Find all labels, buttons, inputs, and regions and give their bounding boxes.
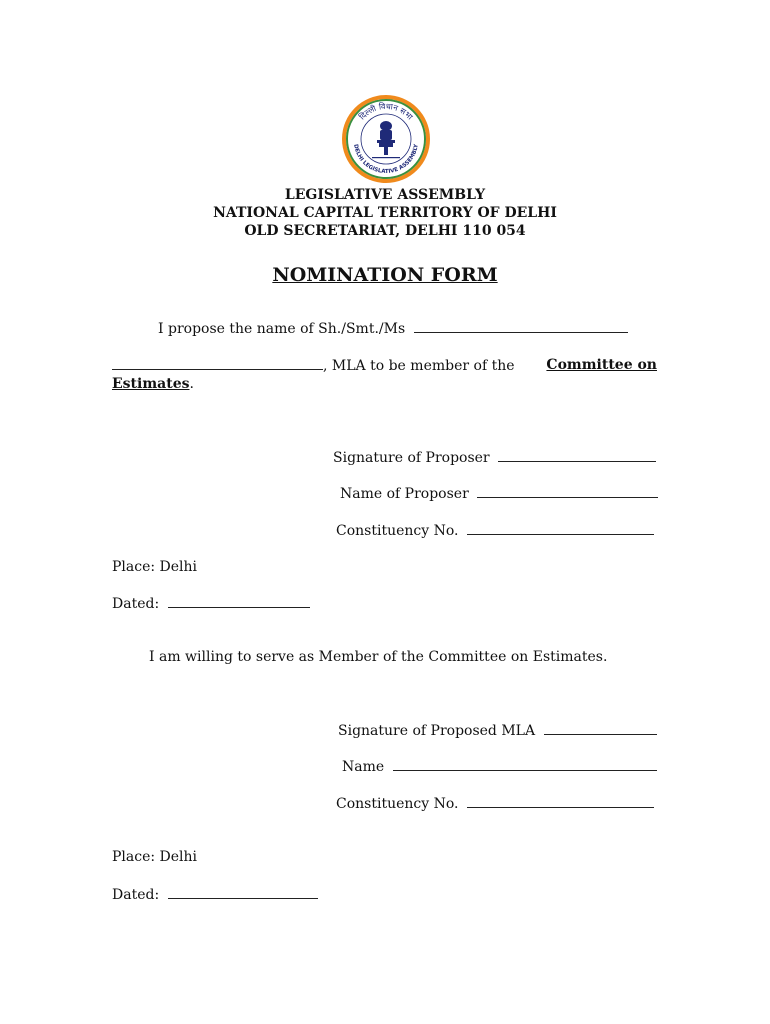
proposer-name-field[interactable] (477, 484, 658, 498)
proposed-name-continued-field[interactable] (112, 356, 323, 370)
proposed-constituency-label: Constituency No. (336, 796, 459, 812)
proposed-constituency-row (336, 794, 654, 813)
proposed-name-field[interactable] (414, 319, 628, 333)
header-line-1: LEGISLATIVE ASSEMBLY (284, 187, 486, 203)
willingness-statement: I am willing to serve as Member of the Committee on Estimates. (149, 649, 608, 665)
dated-1-row (112, 594, 310, 613)
place-1: Place: Delhi (112, 559, 198, 575)
proposal-mla-text: , MLA to be member of the (323, 358, 515, 374)
proposer-signature-field[interactable] (498, 448, 656, 462)
proposed-constituency-field[interactable] (467, 794, 654, 808)
proposed-name-label: Name (342, 759, 385, 775)
header-line-3: OLD SECRETARIAT, DELHI 110 054 (244, 223, 526, 239)
proposal-period: . (189, 376, 194, 392)
proposer-signature-label: Signature of Proposer (333, 450, 490, 466)
dated-2-row (112, 885, 318, 904)
proposal-line-3 (112, 375, 194, 393)
seal-top-text: दिल्ली विधान सभा (357, 101, 415, 122)
proposal-line-1 (158, 319, 628, 338)
seal-bottom-text: DELHI LEGISLATIVE ASSEMBLY (352, 143, 420, 176)
dated-1-label: Dated: (112, 596, 160, 612)
proposer-constituency-field[interactable] (467, 521, 654, 535)
dated-1-field[interactable] (168, 594, 310, 608)
dated-2-field[interactable] (168, 885, 318, 899)
proposed-signature-field[interactable] (544, 721, 657, 735)
proposal-line-2 (112, 356, 657, 375)
proposed-mla-name-field[interactable] (393, 757, 657, 771)
proposer-name-label: Name of Proposer (340, 486, 469, 502)
proposal-text: I propose the name of Sh./Smt./Ms (158, 321, 406, 337)
proposed-name-row (342, 757, 657, 776)
proposer-signature-row (333, 448, 656, 467)
proposed-signature-row (338, 721, 657, 740)
committee-name-part1: Committee on (546, 357, 657, 373)
header-line-2: NATIONAL CAPITAL TERRITORY OF DELHI (213, 205, 557, 221)
seal-emblem-icon (340, 93, 432, 185)
place-2: Place: Delhi (112, 849, 198, 865)
proposer-name-row (340, 484, 658, 503)
assembly-seal (340, 93, 432, 185)
form-title: NOMINATION FORM (272, 264, 498, 286)
committee-name-part2: Estimates (112, 376, 190, 392)
proposer-constituency-label: Constituency No. (336, 523, 459, 539)
proposed-signature-label: Signature of Proposed MLA (338, 723, 536, 739)
proposer-constituency-row (336, 521, 654, 540)
dated-2-label: Dated: (112, 887, 160, 903)
